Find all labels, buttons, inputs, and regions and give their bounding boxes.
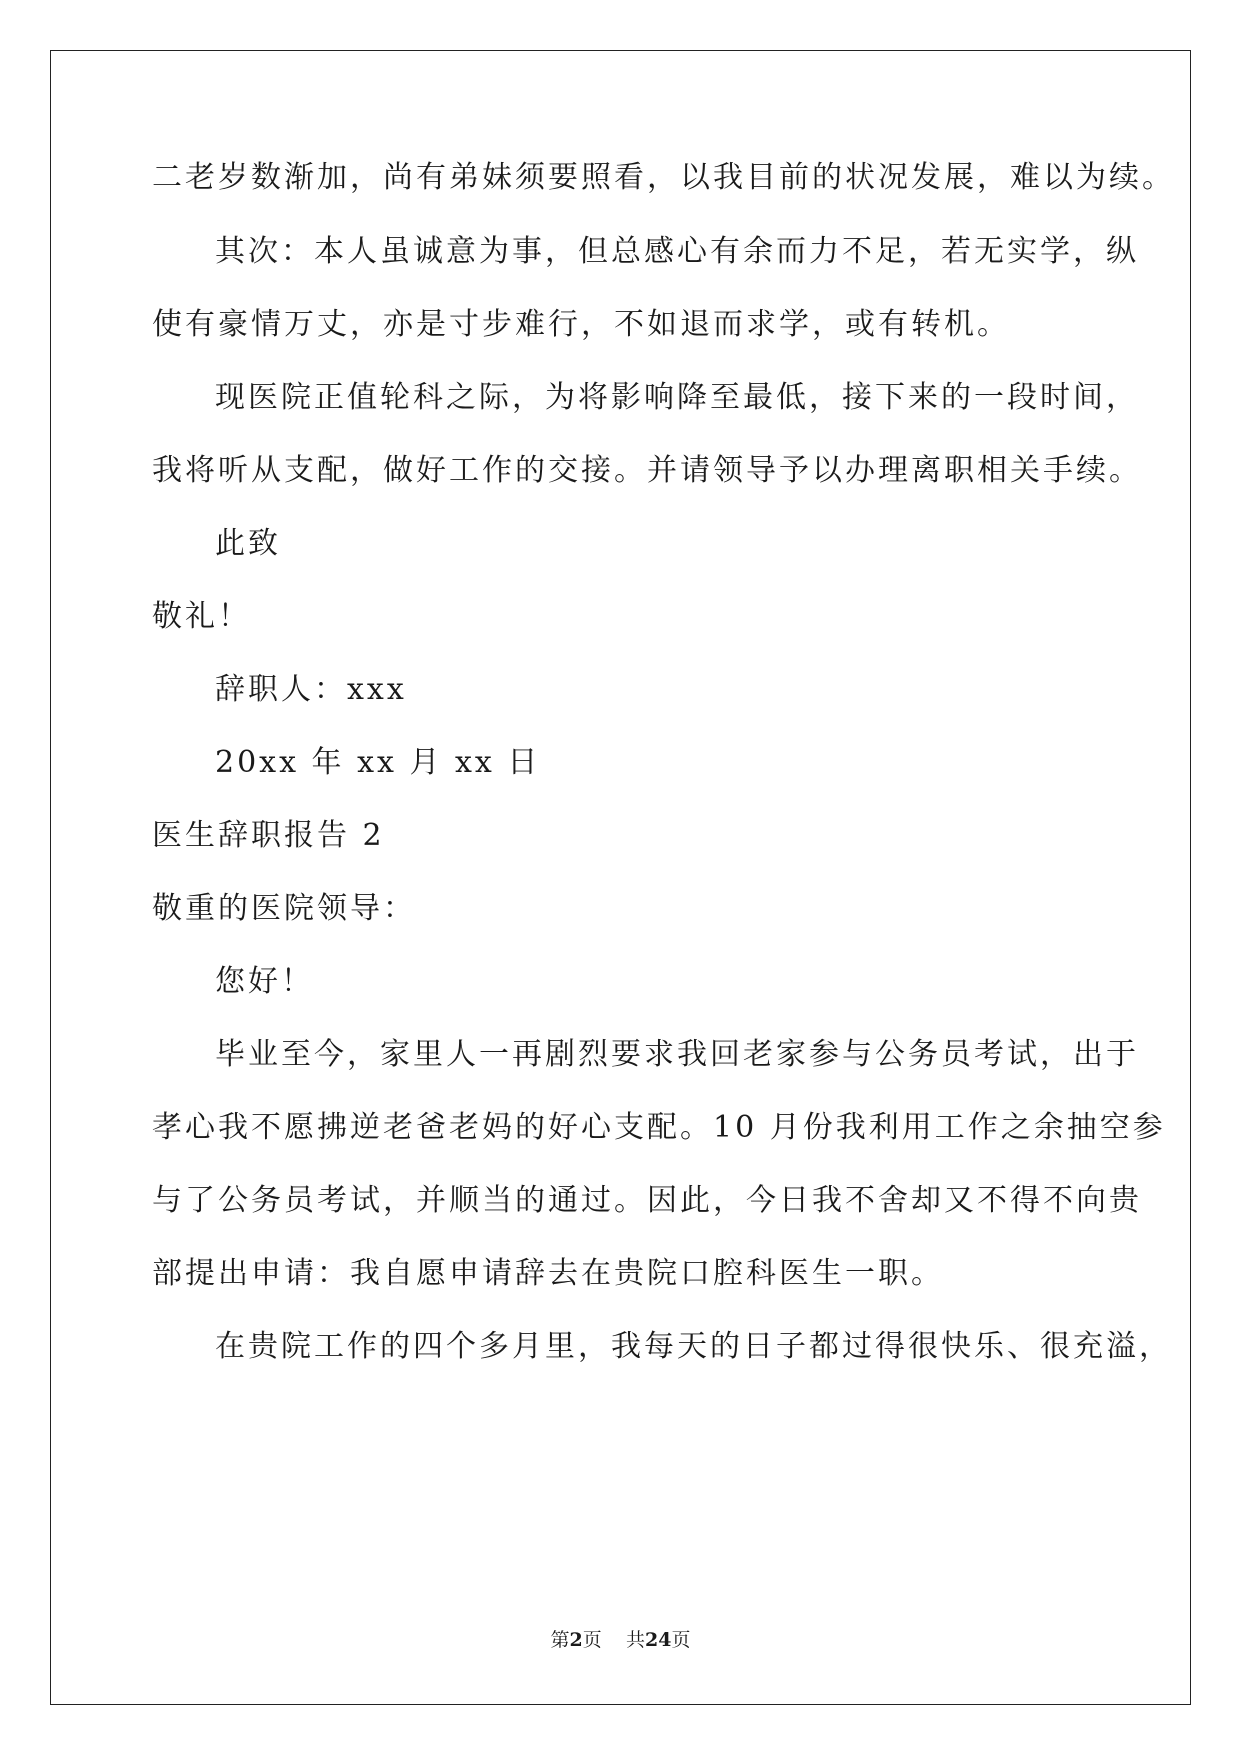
total-suffix: 页: [671, 1629, 691, 1651]
paragraph-line: 孝心我不愿拂逆老爸老妈的好心支配。10 月份我利用工作之余抽空参: [152, 1110, 1166, 1145]
signature-line: 辞职人：xxx: [215, 672, 407, 707]
paragraph-line: 我将听从支配，做好工作的交接。并请领导予以办理离职相关手续。: [152, 453, 1142, 488]
closing-phrase: 此致: [215, 526, 281, 561]
paragraph-line: 毕业至今，家里人一再剧烈要求我回老家参与公务员考试，出于: [215, 1037, 1139, 1072]
page-footer: [0, 1628, 1241, 1652]
greeting-line: 您好！: [215, 964, 314, 999]
total-prefix: 共: [625, 1629, 645, 1651]
section-title: 医生辞职报告 2: [152, 818, 385, 853]
paragraph-line: 其次：本人虽诚意为事，但总感心有余而力不足，若无实学，纵: [215, 234, 1139, 269]
page-border: [50, 50, 1191, 1705]
page-prefix: 第: [550, 1629, 570, 1651]
page-number: 2: [569, 1629, 583, 1651]
total-pages: 24: [644, 1629, 672, 1651]
page-suffix: 页: [582, 1629, 602, 1651]
paragraph-line: 部提出申请：我自愿申请辞去在贵院口腔科医生一职。: [152, 1256, 944, 1291]
salutation-closing: 敬礼！: [152, 599, 251, 634]
paragraph-line: 使有豪情万丈，亦是寸步难行，不如退而求学，或有转机。: [152, 307, 1010, 342]
paragraph-line: 现医院正值轮科之际，为将影响降至最低，接下来的一段时间，: [215, 380, 1139, 415]
date-line: 20xx 年 xx 月 xx 日: [215, 745, 541, 780]
paragraph-line: 二老岁数渐加，尚有弟妹须要照看，以我目前的状况发展，难以为续。: [152, 160, 1175, 195]
paragraph-line: 与了公务员考试，并顺当的通过。因此，今日我不舍却又不得不向贵: [152, 1183, 1142, 1218]
addressee-line: 敬重的医院领导：: [152, 891, 416, 926]
paragraph-line: 在贵院工作的四个多月里，我每天的日子都过得很快乐、很充溢，: [215, 1329, 1172, 1364]
